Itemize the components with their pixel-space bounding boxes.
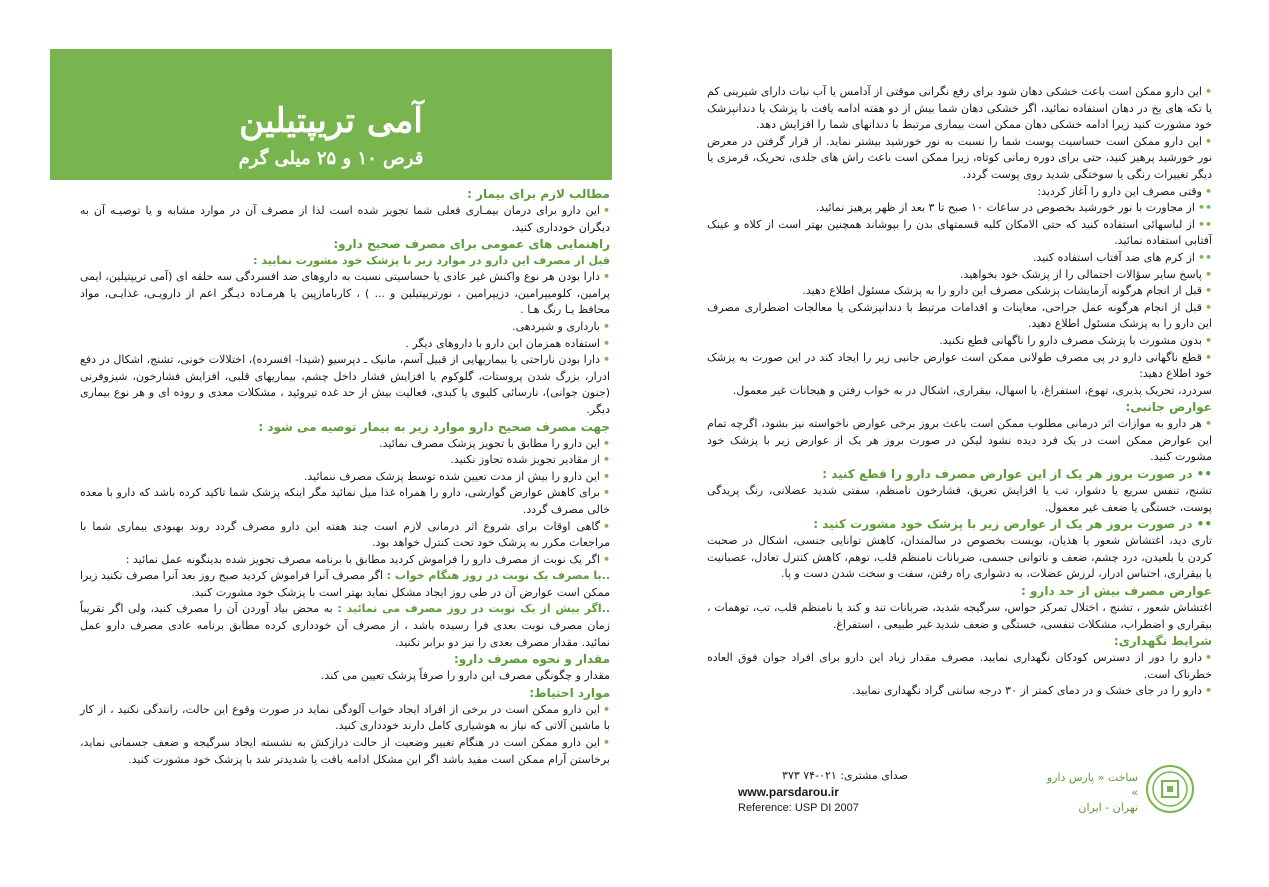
- bullet-icon: •: [602, 270, 610, 284]
- bullet-icon: •: [602, 204, 610, 217]
- bullet-icon: •: [602, 436, 610, 450]
- list-item: •استفاده همزمان این دارو با داروهای دیگر .: [405, 336, 610, 350]
- list-item: ••از مجاورت با نور خورشید بخصوص در ساعات ۱۰ صبح تا ۳ بعد از ظهر پرهیز نمائید.: [815, 201, 1212, 215]
- section-heading: عوارض جانبی:: [1125, 400, 1212, 415]
- section-heading: •• در صورت بروز هر یک از این عوارض مصرف دارو را قطع کنید :: [822, 467, 1212, 482]
- list-item: •این دارو را بیش از مدت تعیین شده توسط پزشک مصرف ننمائید.: [303, 469, 610, 483]
- drug-title: آمی تریپتیلین: [239, 101, 423, 141]
- bullet-icon: •: [1204, 651, 1212, 665]
- list-item: •دارو را دور از دسترس کودکان نگهداری نمایید. مصرف مقدار زیاد این دارو برای افراد جوان فوق العاده خطرناک است.: [707, 651, 1212, 681]
- list-item: ..اگر بیش از یک نوبت در روز مصرف می نمائید : به محض بیاد آوردن آن را مصرف کنید، ولی اگر تقریباً زمان مصرف نوبت بعدی فرا رسیده باشد ، از مصرف آن خودداری کرده مطابق برنامه عادی مصرف دارو عمل نمائید. مقدار مصرف بعدی را نیز دو برابر نکنید.: [80, 602, 610, 649]
- list-item: •این دارو ممکن است باعث خشکی دهان شود برای رفع نگرانی موقتی از آدامس یا آب نبات دارای شیرینی کم یا تکه های یخ در دهان استفاده نمائید، اگر خشکی دهان شما بیش از دو هفته ادامه یافت با پزشک یا دندانپزشک خود مشورت کنید زیرا ادامه خشکی دهان ممکن است بیماری مرتبط با دندانهای شما را افزایش دهد.: [707, 85, 1212, 132]
- list-item: •بارداری و شیردهی.: [512, 319, 610, 333]
- bullet-icon: ••: [1197, 201, 1212, 215]
- list-item: •قبل از انجام هرگونه عمل جراحی، معاینات و اقدامات مرتبط با دندانپزشکی یا معالجات اضطراری مصرف این دارو را به پزشک مسئول اطلاع دهید.: [707, 300, 1212, 331]
- title-banner: [50, 49, 612, 180]
- section-heading: شرایط نگهداری:: [1113, 634, 1212, 649]
- contact-block: [738, 768, 908, 816]
- bullet-icon: •: [1204, 300, 1212, 314]
- manufacturer-name: ساخت « پارس دارو »: [1046, 771, 1138, 799]
- section-heading: عوارض مصرف بیش از حد دارو :: [1020, 584, 1212, 599]
- list-item: ••از لباسهائی استفاده کنید که حتی الامکان کلیه قسمتهای بدن را بپوشاند همچنین بهتر است از کلاه و عینک آفتابی استفاده نمائید.: [707, 217, 1212, 248]
- list-item: •این دارو ممکن است حساسیت پوست شما را نسبت به نور خورشید بیشتر نماید. از قرار گرفتن در معرض نور خورشید پرهیز کنید، حتی برای دوره زمانی کوتاه، زیرا ممکن است باعث راش های جلدی، تحریک، قرمزی یا دیگر تغییرات رنگی یا سوختگی شدید روی پوست گردد.: [707, 134, 1212, 181]
- bullet-icon: •: [602, 453, 610, 467]
- section-heading: مقدار و نحوه مصرف دارو:: [453, 652, 610, 667]
- drug-subtitle: قرص ۱۰ و ۲۵ میلی گرم: [238, 148, 424, 169]
- right-column: [707, 84, 1212, 700]
- list-item: •بدون مشورت با پزشک مصرف دارو را ناگهانی قطع نکنید.: [939, 333, 1212, 347]
- list-item: •این دارو برای درمان بیمـاری فعلی شما تجویز شده است لذا از مصرف آن در موارد مشابه و یا توصیـه آن به دیگران خودداری کنید.: [80, 204, 610, 234]
- bullet-icon: ••: [1197, 217, 1212, 231]
- bullet-icon: •: [1204, 184, 1212, 198]
- left-column: [80, 186, 610, 768]
- bullet-icon: •: [1204, 684, 1212, 698]
- phone-number: ۰۲۱-۷۴ ۳۷۳: [782, 769, 837, 782]
- paragraph: تاری دید، اغتشاش شعور یا هذیان، بویست بخصوص در سالمندان، کاهش توانایی جنسی، اشکال در صحبت کردن یا بلعیدن، درد چشم، ضعف و ناتوانی جسمی، ضربانات نامنظم قلب، توهم، کاهش کنترل تعادل، عصبانیت یا بیقراری، احتباس ادرار، لرزش عضلات، به دشواری راه رفتن، سفت و سخت شدن دست و پا.: [707, 534, 1212, 581]
- list-item: •دارو را در جای خشک و در دمای کمتر از ۳۰ درجه سانتی گراد نگهداری نمایید.: [852, 684, 1212, 698]
- paragraph: سردرد، تحریک پذیری، تهوع، استفراغ، یا اسهال، بیقراری، اشکال در به خواب رفتن و هیجانات غیر معمول.: [732, 383, 1212, 397]
- paragraph: مقدار و چگونگی مصرف این دارو را صرفاً پزشک تعیین می کند.: [320, 669, 610, 683]
- bullet-icon: •: [602, 353, 610, 367]
- phone-line: صدای مشتری: ۰۲۱-۷۴ ۳۷۳: [782, 769, 908, 782]
- list-item: •اگر یک نوبت از مصرف دارو را فراموش کردید مطابق با برنامه مصرف تجویز شده بدینگونه عمل نمائید :: [125, 552, 610, 566]
- list-item: ••از کرم های ضد آفتاب استفاده کنید.: [1032, 250, 1212, 264]
- bullet-icon: •: [602, 486, 610, 500]
- list-item: •قبل از انجام هرگونه آزمایشات پزشکی مصرف این دارو را به پزشک مسئول اطلاع دهید.: [802, 284, 1212, 298]
- bullet-icon: •: [1204, 85, 1212, 98]
- bullet-icon: •: [602, 736, 610, 750]
- section-heading: مطالب لازم برای بیمار :: [467, 187, 610, 201]
- bullet-icon: •: [1204, 284, 1212, 298]
- list-item: ..با مصرف یک نوبت در روز هنگام خواب : اگر مصرف آنرا فراموش کردید صبح روز بعد آنرا مصرف نکنید زیرا ممکن است عوارض آن در طی روز ایجاد مشکل نماید بهتر است با پزشک خود مشورت کنید.: [80, 569, 611, 599]
- bullet-icon: •: [1204, 333, 1212, 347]
- list-item: •دارا بودن ناراحتی یا بیماریهایی از قبیل آسم، مانیک ـ دپرسیو (شیدا- افسرده)، اختلالات خونی، تشنج، اشکال در دفع ادرار، بزرگ شدن پروستات، گلوکوم یا افزایش فشار داخل چشم، بیماریهای قلبی، افزایش فشارخون، شیزوفرنی (جنون جوانی)، نارسائی کلیوی یا کبدی، فعالیت بیش از حد غده تیروئید ، مشکلات معدی و روده ای و هر نوع بیماری دیگر.: [80, 353, 610, 416]
- bullet-icon: •: [1204, 267, 1212, 281]
- manufacturer-block: [1040, 770, 1138, 815]
- bullet-icon: •: [602, 519, 610, 533]
- bullet-icon: ••: [1197, 250, 1212, 264]
- section-heading: موارد احتیاط:: [529, 685, 610, 700]
- reference-text: Reference: USP DI 2007: [738, 802, 859, 814]
- section-heading: •• در صورت بروز هر یک از عوارض زیر با پزشک خود مشورت کنید :: [813, 517, 1212, 532]
- bullet-icon: •: [1204, 417, 1212, 431]
- bullet-icon: •: [602, 336, 610, 350]
- bullet-icon: •: [602, 552, 610, 566]
- list-item: •برای کاهش عوارض گوارشی، دارو را همراه غذا میل نمائید مگر اینکه پزشک شما تاکید کرده باشد که دارو با معده خالی مصرف گردد.: [80, 486, 610, 516]
- list-item: •هر دارو به موازات اثر درمانی مطلوب ممکن است باعث بروز برخی عوارض ناخواسته نیز بشود، اگرچه تمام این عوارض ممکن است در یک فرد دیده نشود لیکن در صورت بروز هر یک از عوارض زیر با پزشک خود مشورت کنید.: [707, 417, 1212, 464]
- list-item: •از مقادیر تجویز شده تجاوز نکنید.: [450, 453, 610, 467]
- section-heading: جهت مصرف صحیح دارو موارد زیر به بیمار توصیه می شود :: [258, 419, 610, 434]
- list-item: •گاهی اوقات برای شروع اثر درمانی لازم است چند هفته این دارو مصرف گردد روند بهبودی بیماری شما با مراجعات مکرر به پزشک خود تحت کنترل خواهد بود.: [80, 519, 610, 550]
- list-item: •وقتی مصرف این دارو را آغاز کردید:: [1037, 184, 1212, 198]
- company-logo-icon: [1146, 765, 1194, 813]
- sub-heading: قبل از مصرف این دارو در موارد زیر با پزشک خود مشورت نمایید :: [253, 254, 610, 268]
- website-link[interactable]: www.parsdarou.ir: [738, 785, 839, 799]
- bullet-icon: •: [602, 469, 610, 483]
- list-item: •این دارو را مطابق با تجویز پزشک مصرف نمائید.: [379, 436, 610, 450]
- bullet-icon: •: [1204, 134, 1212, 148]
- list-item: •این دارو ممکن است در هنگام تغییر وضعیت از حالت درازکش به نشسته ایجاد سرگیجه و ضعف جسمانی نماید، برخاستن آرام ممکن است مفید باشد اگر این مشکل ادامه یافت یا شدیدتر شد با پزشک خود مشورت کنید.: [80, 736, 610, 766]
- paragraph: اغتشاش شعور ، تشنج ، اختلال تمرکز حواس، سرگیجه شدید، ضربانات تند و کند یا نامنظم قلب، تب، توهمات ، بیقراری و اضطراب، مشکلات تنفسی، خستگی و ضعف شدید غیر طبیعی ، استفراغ.: [707, 601, 1212, 631]
- list-item: •پاسخ سایر سؤالات احتمالی را از پزشک خود بخواهید.: [959, 267, 1212, 281]
- bullet-icon: •: [1204, 350, 1212, 364]
- list-item: •قطع ناگهانی دارو در پی مصرف طولانی ممکن است عوارض جانبی زیر را ایجاد کند در این صورت به پزشک خود اطلاع دهید:: [707, 350, 1212, 381]
- paragraph: تشنج، تنفس سریع یا دشوار، تب یا افزایش تعریق، فشارخون نامنظم، سفتی شدید عضلانی، رنگ پریدگی پوست، خستگی یا ضعف غیر معمول.: [707, 484, 1212, 514]
- list-item: •این دارو ممکن است در برخی از افراد ایجاد خواب آلودگی نماید در صورت وقوع این حالت، رانندگی نکنید ، از کار با ماشین آلاتی که نیاز به هوشیاری کامل دارند خودداری کنید.: [80, 702, 610, 733]
- list-item: •دارا بودن هر نوع واکنش غیر عادی یا حساسیتی نسبت به داروهای ضد افسردگی سه حلقه ای (آمی تریپتیلین، ایمی پرامین، کلومیپرامین، دزیپرامین ، نورتریپتیلین و ... ) ، کاربامازپین یا هرمـاده دیـگر اعم از دارویـی، غذایـی، مواد محافظ یـا رنگ هـا .: [80, 270, 610, 317]
- bullet-icon: •: [602, 702, 610, 716]
- section-heading: راهنمایی های عمومی برای مصرف صحیح دارو:: [333, 237, 610, 252]
- manufacturer-city: تهران - ایران: [1078, 801, 1138, 814]
- bullet-icon: •: [602, 319, 610, 333]
